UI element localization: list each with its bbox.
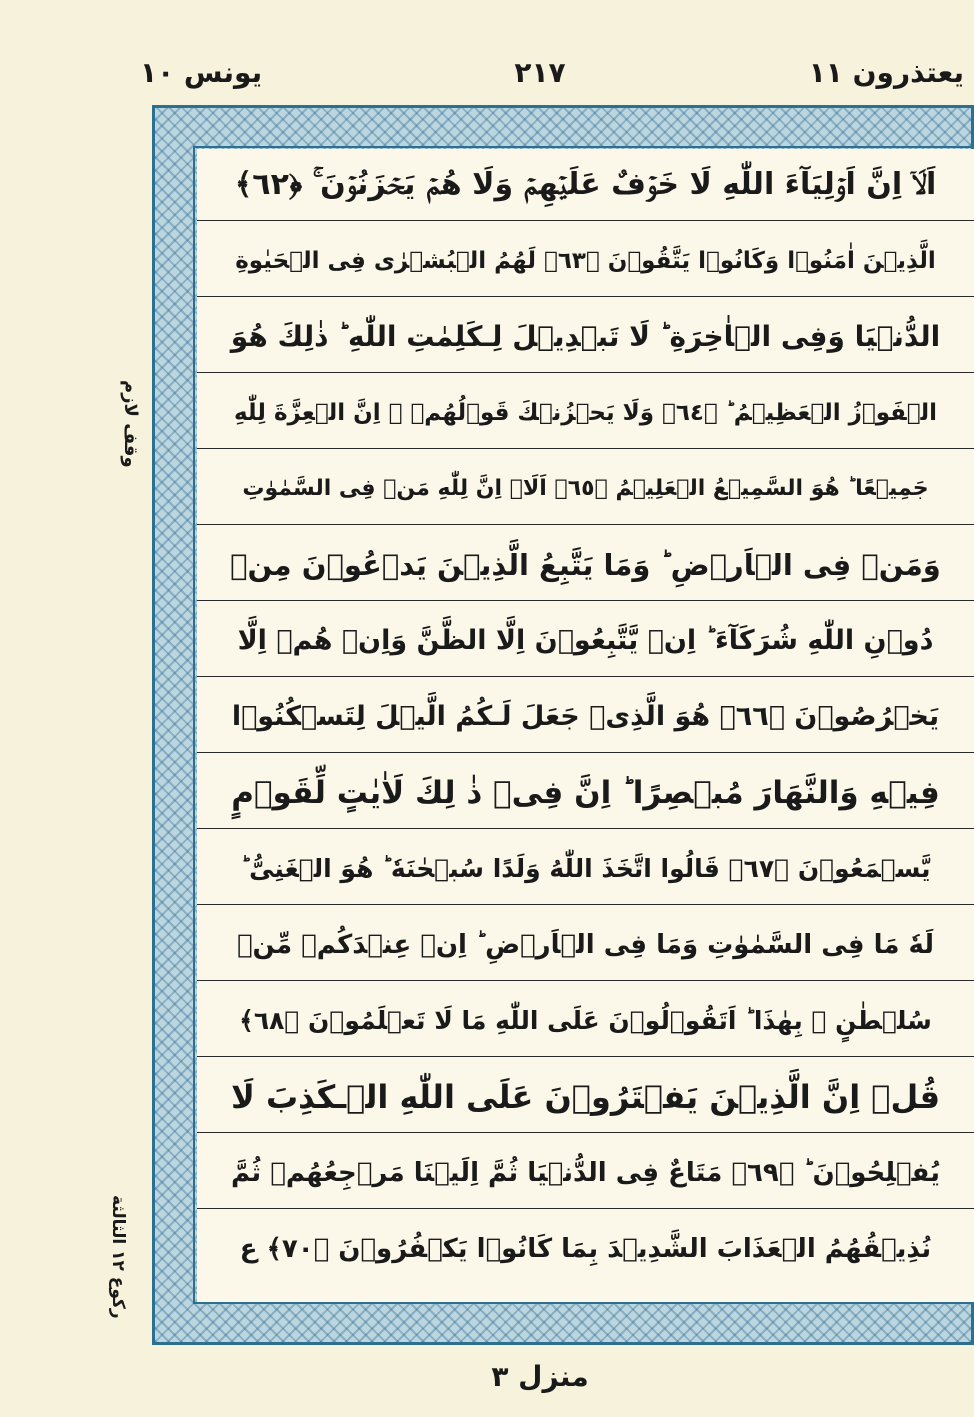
text-line — [197, 149, 974, 221]
line-text: دُوۡنِ اللّٰهِ شُرَكَآءَ ؕ اِنۡ يَّتَّبِعُوۡنَ اِلَّا الظَّنَّ وَاِنۡ هُمۡ اِلَّا — [237, 625, 934, 656]
line-text: الۡفَوۡزُ الۡعَظِيۡمُ ؕ ﴿٦٤﴾ وَلَا يَحۡزُنۡكَ قَوۡلُهُمۡ ۘ اِنَّ الۡعِزَّةَ لِلّٰهِ — [233, 399, 938, 426]
text-line — [197, 225, 974, 297]
line-text: وَمَنۡ فِى الۡاَرۡضِ ؕ وَمَا يَتَّبِعُ الَّذِيۡنَ يَدۡعُوۡنَ مِنۡ — [230, 547, 941, 582]
text-line — [197, 833, 974, 905]
juz-name: يعتذرون ١١ — [808, 56, 964, 89]
text-line — [197, 605, 974, 677]
line-text: يُفۡلِحُوۡنَ ؕ ﴿٦٩﴾ مَتَاعٌ فِى الدُّنۡيَا ثُمَّ اِلَيۡنَا مَرۡجِعُهُمۡ ثُمَّ — [231, 1157, 940, 1188]
line-text: قُلۡ اِنَّ الَّذِيۡنَ يَفۡتَرُوۡنَ عَلَى اللّٰهِ الۡـكَذِبَ لَا — [230, 1077, 941, 1116]
line-text: يَخۡرُصُوۡنَ ﴿٦٦﴾ هُوَ الَّذِىۡ جَعَلَ لَـكُمُ الَّيۡلَ لِتَسۡكُنُوۡا — [231, 701, 940, 732]
line-text: الدُّنۡيَا وَفِى الۡاٰخِرَةِ ؕ لَا تَبۡدِيۡلَ لِـكَلِمٰتِ اللّٰهِ ؕ ذٰلِكَ هُوَ — [230, 320, 941, 353]
line-text: لَهٗ مَا فِى السَّمٰوٰتِ وَمَا فِى الۡاَرۡضِ ؕ اِنۡ عِنۡدَكُمۡ مِّنۡ — [236, 929, 935, 960]
text-line — [197, 681, 974, 753]
line-text: سُلۡطٰنٍ ۢ بِهٰذَا ؕ اَتَقُوۡلُوۡنَ عَلَى اللّٰهِ مَا لَا تَعۡلَمُوۡنَ ﴿٦٨﴾ — [239, 1006, 932, 1035]
text-line — [197, 1213, 974, 1285]
text-line — [197, 529, 974, 601]
text-line — [197, 985, 974, 1057]
text-panel — [197, 149, 974, 1302]
text-line — [197, 377, 974, 449]
text-line — [197, 301, 974, 373]
line-text: اَلَاۤ اِنَّ اَوۡلِيَآءَ اللّٰهِ لَا خَوۡفٌ عَلَيۡهِمۡ وَلَا هُمۡ يَحۡزَنُوۡنَ ۚ ﴿٦٢﴾ — [234, 167, 937, 202]
text-line — [197, 1137, 974, 1209]
line-text: فِيۡهِ وَالنَّهَارَ مُبۡصِرًا ؕ اِنَّ فِىۡ ذٰ لِكَ لَاٰيٰتٍ لِّقَوۡمٍ — [231, 774, 940, 811]
line-text: نُذِيۡقُهُمُ الۡعَذَابَ الشَّدِيۡدَ بِمَا كَانُوۡا يَكۡفُرُوۡنَ ﴿٧٠﴾ ع — [239, 1234, 932, 1264]
text-line — [197, 453, 974, 525]
line-text: جَمِيۡعًا ؕ هُوَ السَّمِيۡعُ الۡعَلِيۡمُ ﴿٦٥﴾ اَلَاۤ اِنَّ لِلّٰهِ مَنۡ فِى السَّمٰوٰتِ — [242, 476, 929, 501]
manzil-footer: منزل ٣ — [491, 1360, 589, 1393]
ruku-marker: ركوع ١٢ الثالثة — [108, 1195, 128, 1319]
line-text: يَّسۡمَعُوۡنَ ﴿٦٧﴾ قَالُوا اتَّخَذَ اللّٰهُ وَلَدًا سُبۡحٰنَهٗ ؕ هُوَ الۡغَنِىُّ ؕ — [240, 854, 931, 883]
line-text: الَّذِيۡنَ اٰمَنُوۡا وَكَانُوۡا يَتَّقُوۡنَ ﴿٦٣﴾ لَهُمُ الۡبُشۡرٰى فِى الۡحَيٰوةِ — [235, 247, 936, 274]
text-line — [197, 1061, 974, 1133]
waqf-note: وقف لازم — [120, 380, 141, 468]
surah-name: يونس ١٠ — [140, 56, 263, 89]
text-line — [197, 757, 974, 829]
text-line — [197, 909, 974, 981]
page-number: ٢١٧ — [514, 56, 566, 89]
